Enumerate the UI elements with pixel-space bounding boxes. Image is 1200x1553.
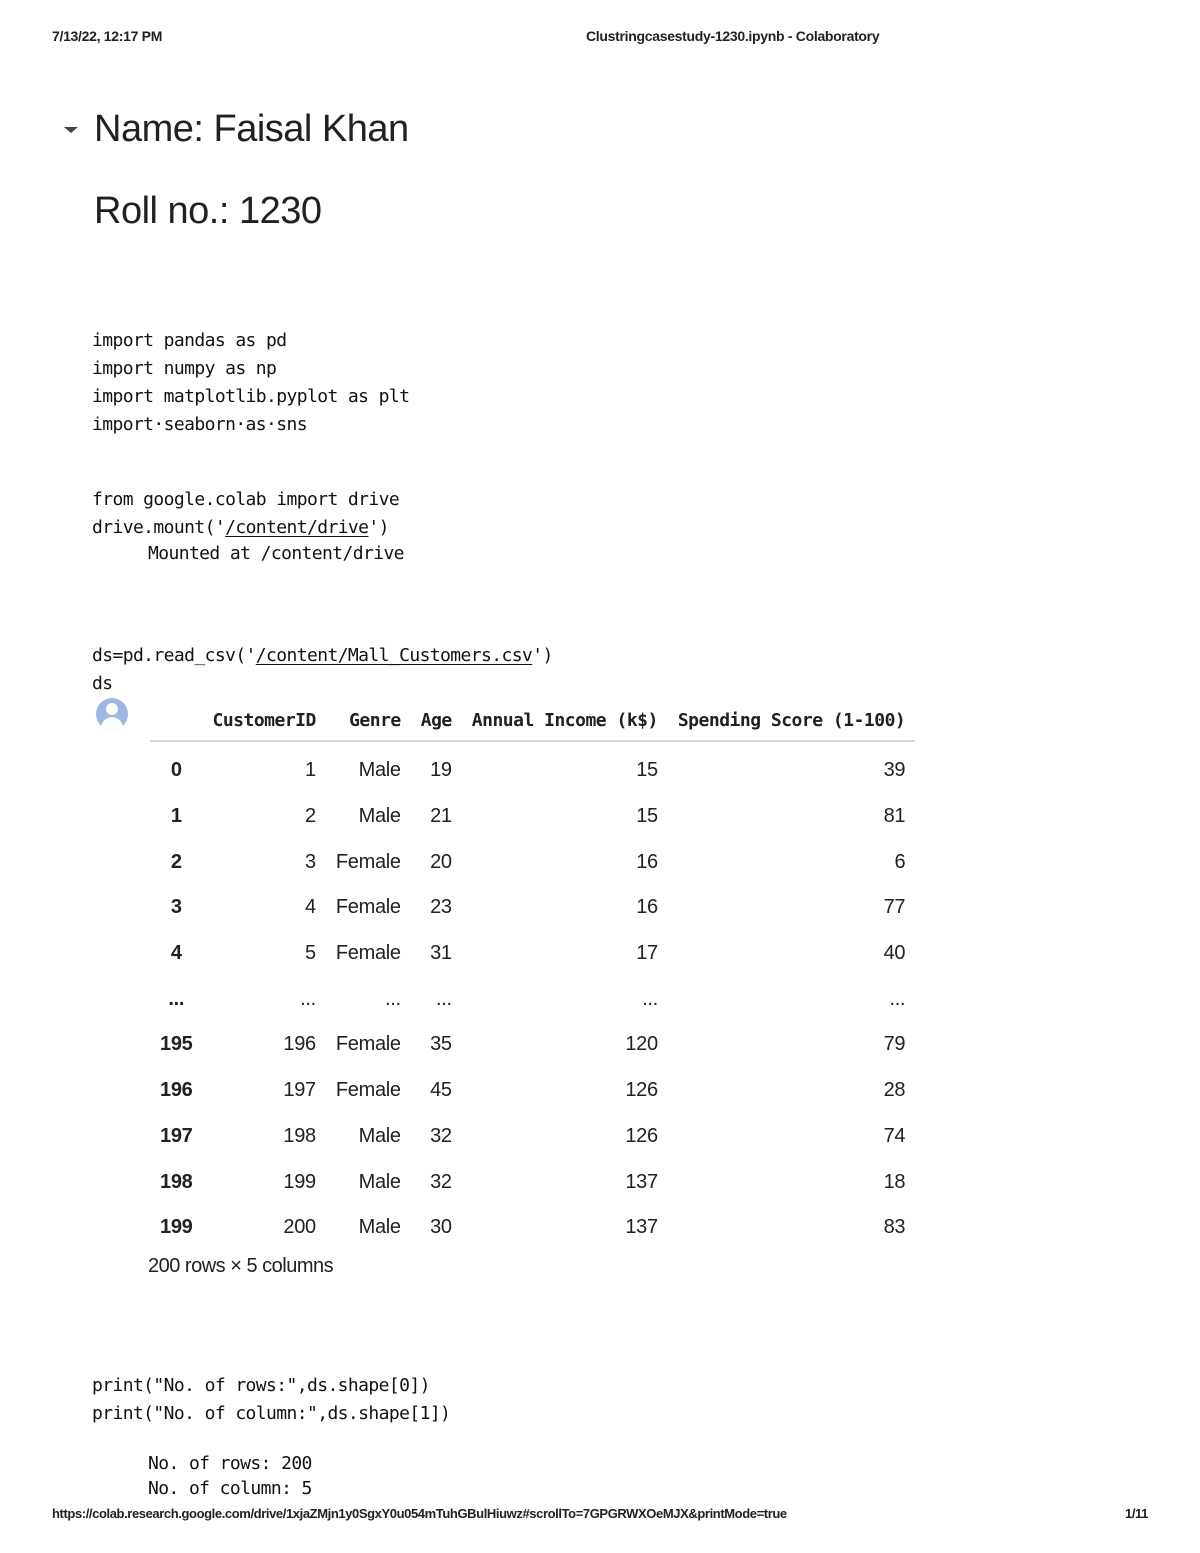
table-cell: 39 [883, 759, 906, 782]
print-title: Clustringcasestudy-1230.ipynb - Colaboratory [586, 28, 880, 44]
code-text: ds=pd.read_csv(' [92, 645, 256, 666]
print-date: 7/13/22, 12:17 PM [52, 28, 163, 44]
table-cell: 16 [636, 850, 658, 873]
code-line [92, 514, 399, 542]
code-text: drive.mount(' [92, 517, 226, 538]
table-cell: 77 [883, 896, 906, 919]
table-row [150, 1205, 915, 1251]
table-cell: 19 [430, 759, 452, 782]
table-cell: 199 [283, 1170, 316, 1193]
table-cell: 126 [625, 1079, 658, 1102]
row-index: 197 [160, 1124, 193, 1147]
table-cell: ... [642, 987, 658, 1010]
row-index: 3 [170, 896, 182, 919]
table-cell: 17 [636, 942, 658, 965]
table-cell: 137 [625, 1216, 658, 1239]
column-header: CustomerID [202, 700, 325, 741]
row-index: 195 [160, 1033, 193, 1056]
table-cell: 16 [636, 896, 658, 919]
table-cell: 196 [283, 1033, 316, 1056]
table-cell: ... [889, 987, 906, 1010]
code-line: ds [92, 673, 113, 694]
row-index: 198 [160, 1170, 193, 1193]
table-cell: 18 [883, 1170, 906, 1193]
table-cell: 21 [430, 805, 452, 828]
column-header: Age [411, 700, 462, 741]
name-heading: Name: Faisal Khan [94, 108, 409, 150]
path-link[interactable]: /content/drive [225, 517, 369, 538]
table-cell: 32 [430, 1124, 452, 1147]
table-cell: Female [335, 942, 401, 965]
table-cell: 2 [305, 805, 316, 828]
table-cell: 23 [430, 896, 452, 919]
column-header: Genre [326, 700, 411, 741]
code-line: import matplotlib.pyplot as plt [92, 386, 410, 407]
table-cell: Male [358, 1124, 401, 1147]
row-index: 0 [170, 759, 182, 782]
table-row [150, 1159, 915, 1205]
table-header-row [150, 700, 915, 741]
table-cell: Male [358, 759, 401, 782]
table-cell: Female [335, 1033, 401, 1056]
table-cell: Male [358, 805, 401, 828]
code-line: import pandas as pd [92, 330, 287, 351]
table-cell: 198 [283, 1124, 316, 1147]
table-cell: Female [335, 896, 401, 919]
table-cell: 15 [636, 759, 658, 782]
code-text: ') [368, 517, 389, 538]
print-header [52, 28, 1148, 48]
roll-heading: Roll no.: 1230 [94, 190, 322, 232]
table-cell: Female [335, 1079, 401, 1102]
row-index: 1 [170, 805, 182, 828]
table-cell: ... [384, 987, 401, 1010]
table-cell: 28 [883, 1079, 906, 1102]
page-url: https://colab.research.google.com/drive/1xjaZMjn1y0SgxY0u054mTuhGBulHiuwz#scrollTo=7GPGRWXOeMJX&printMode=true [52, 1506, 787, 1521]
table-cell: 20 [430, 850, 452, 873]
table-cell: 35 [430, 1033, 452, 1056]
output-line: No. of rows: 200 [148, 1453, 312, 1474]
table-cell: 74 [883, 1124, 906, 1147]
table-cell: 79 [883, 1033, 906, 1056]
table-cell: 32 [430, 1170, 452, 1193]
table-cell: 81 [883, 805, 906, 828]
table-row [150, 839, 915, 885]
table-cell: ... [435, 987, 452, 1010]
code-line [92, 642, 553, 670]
table-cell: 83 [883, 1216, 906, 1239]
code-line: import numpy as np [92, 358, 277, 379]
output-line: No. of column: 5 [148, 1478, 312, 1499]
code-line: from google.colab import drive [92, 489, 400, 510]
row-index: ... [168, 987, 185, 1010]
table-row [150, 1022, 915, 1068]
table-cell: 15 [636, 805, 658, 828]
table-row [150, 794, 915, 840]
user-avatar-icon [96, 698, 128, 730]
code-text: ') [532, 645, 553, 666]
table-cell: 6 [894, 850, 906, 873]
table-cell: 4 [305, 896, 316, 919]
code-line: import·seaborn·as·sns [92, 414, 307, 435]
table-cell: 200 [283, 1216, 316, 1239]
table-cell: 40 [883, 942, 906, 965]
code-line: print("No. of rows:",ds.shape[0]) [92, 1375, 430, 1396]
row-index: 2 [170, 850, 182, 873]
table-cell: 30 [430, 1216, 452, 1239]
row-index: 199 [160, 1216, 193, 1239]
dataframe-table [150, 700, 915, 1251]
table-cell: 45 [430, 1079, 452, 1102]
row-index: 4 [170, 942, 182, 965]
table-row [150, 741, 915, 794]
caret-down-icon[interactable] [60, 119, 82, 141]
table-cell: 120 [625, 1033, 658, 1056]
code-cell-imports[interactable] [92, 299, 409, 467]
column-header [150, 700, 202, 741]
table-row [150, 885, 915, 931]
page-number: 1/11 [1125, 1506, 1148, 1521]
table-cell: 126 [625, 1124, 658, 1147]
column-header: Spending Score (1-100) [668, 700, 915, 741]
table-cell: 3 [305, 850, 316, 873]
path-link[interactable]: /content/Mall_Customers.csv [255, 645, 533, 666]
table-row-ellipsis [150, 976, 915, 1022]
table-cell: 1 [305, 759, 316, 782]
table-cell: Male [358, 1216, 401, 1239]
table-row [150, 1114, 915, 1160]
section-heading [60, 108, 409, 151]
table-cell: 5 [305, 942, 316, 965]
cell-output-text: Mounted at /content/drive [148, 543, 404, 564]
table-cell: Male [358, 1170, 401, 1193]
table-row [150, 1068, 915, 1114]
table-cell: ... [300, 987, 316, 1010]
column-header: Annual Income (k$) [462, 700, 668, 741]
table-cell: 31 [430, 942, 452, 965]
code-line: print("No. of column:",ds.shape[1]) [92, 1403, 451, 1424]
dataframe-shape: 200 rows × 5 columns [148, 1255, 334, 1277]
print-footer [52, 1506, 1148, 1526]
table-cell: 197 [283, 1079, 316, 1102]
row-index: 196 [160, 1079, 193, 1102]
table-row [150, 931, 915, 977]
table-cell: Female [335, 850, 401, 873]
table-cell: 137 [625, 1170, 658, 1193]
